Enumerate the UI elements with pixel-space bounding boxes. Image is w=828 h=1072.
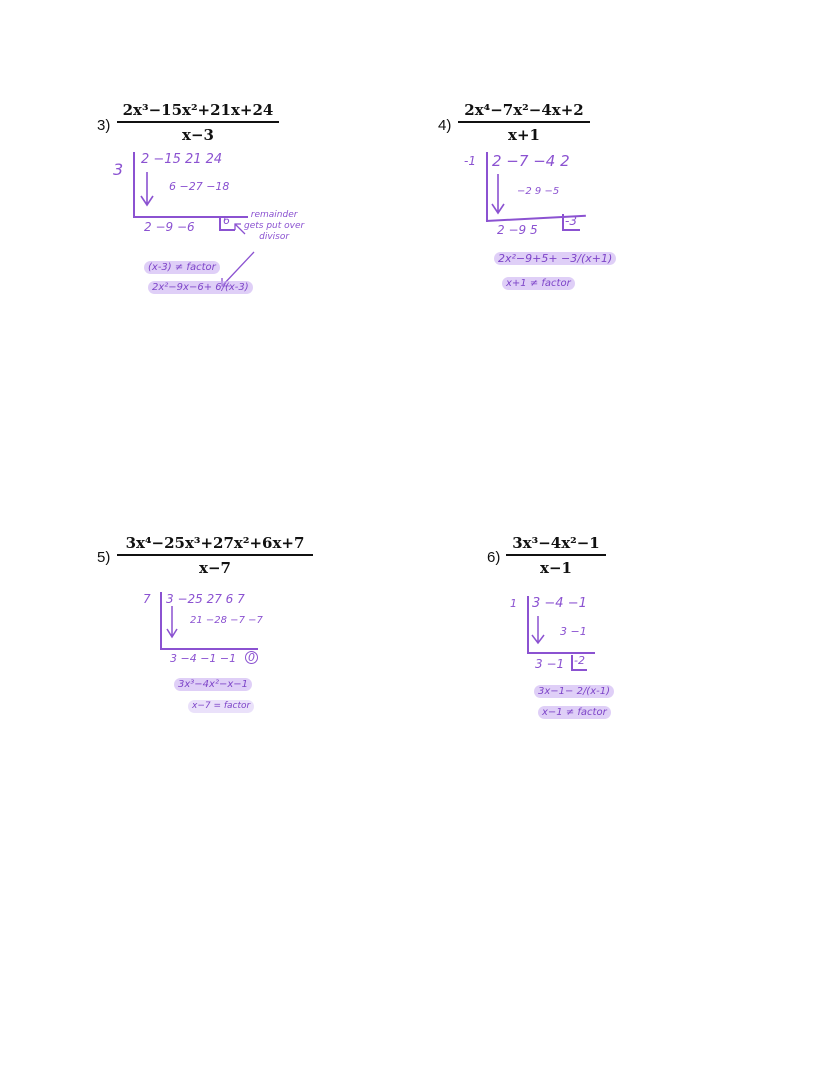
factor-statement: x−1 ≠ factor — [538, 706, 611, 719]
results-row: 2 −9 −6 — [144, 220, 195, 234]
synthetic-divisor: 3 — [113, 160, 124, 179]
problem-number: 3) — [97, 117, 111, 134]
division-bracket-vertical — [160, 592, 162, 650]
quotient-answer: 3x³−4x²−x−1 — [174, 678, 252, 691]
division-bracket-horizontal — [160, 648, 258, 650]
remainder-box-left — [219, 216, 221, 230]
results-row: 3 −1 — [535, 657, 565, 671]
remainder-box-bottom — [562, 229, 580, 231]
products-row: −2 9 −5 — [517, 186, 560, 197]
synthetic-divisor: 1 — [510, 597, 517, 610]
denominator: x−7 — [199, 559, 231, 577]
problem-number: 6) — [487, 549, 501, 566]
coefficients-row: 2 −15 21 24 — [141, 152, 223, 167]
fraction-bar — [117, 554, 313, 556]
rational-expression — [117, 100, 279, 145]
remainder-value: 0 — [245, 651, 258, 664]
remainder-box-bottom — [571, 669, 587, 671]
remainder-value: -2 — [574, 654, 585, 667]
synthetic-divisor: 7 — [143, 592, 151, 606]
division-bracket-vertical — [133, 152, 135, 218]
remainder-value: -3 — [565, 214, 577, 228]
denominator: x−1 — [540, 559, 572, 577]
problem-number: 5) — [97, 549, 111, 566]
quotient-answer: 2x²−9x−6+ 6/(x-3) — [148, 281, 253, 294]
fraction-bar — [458, 121, 590, 123]
remainder-box-left — [571, 655, 573, 670]
products-row: 21 −28 −7 −7 — [190, 615, 263, 626]
remainder-value: 6 — [223, 214, 230, 227]
down-arrow-icon — [140, 172, 154, 208]
division-bracket-horizontal — [133, 216, 248, 218]
down-arrow-icon — [531, 616, 545, 646]
products-row: 6 −27 −18 — [169, 180, 230, 193]
numerator: 2x³−15x²+21x+24 — [122, 101, 274, 119]
down-arrow-icon — [491, 174, 505, 216]
rational-expression — [117, 533, 313, 578]
numerator: 3x⁴−25x³+27x²+6x+7 — [125, 534, 305, 552]
products-row: 3 −1 — [560, 625, 587, 638]
results-row: 3 −4 −1 −1 — [170, 652, 237, 665]
numerator: 3x³−4x²−1 — [512, 534, 600, 552]
coefficients-row: 2 −7 −4 2 — [492, 152, 570, 170]
numerator: 2x⁴−7x²−4x+2 — [464, 101, 584, 119]
synthetic-divisor: -1 — [464, 154, 476, 168]
down-arrow-icon — [166, 606, 178, 640]
remainder-box-left — [562, 214, 564, 230]
denominator: x+1 — [508, 126, 540, 144]
problem-number: 4) — [438, 117, 452, 134]
quotient-answer: 3x−1− 2/(x-1) — [534, 685, 614, 698]
coefficients-row: 3 −25 27 6 7 — [166, 592, 245, 606]
fraction-bar — [117, 121, 279, 123]
factor-statement: x+1 ≠ factor — [502, 277, 575, 290]
quotient-answer: 2x²−9+5+ −3/(x+1) — [494, 252, 616, 265]
factor-statement: x−7 = factor — [188, 700, 254, 713]
remainder-note: remainder gets put over divisor — [244, 210, 305, 242]
division-bracket-vertical — [527, 596, 529, 654]
denominator: x−3 — [182, 126, 214, 144]
results-row: 2 −9 5 — [497, 223, 538, 237]
fraction-bar — [506, 554, 606, 556]
rational-expression — [458, 100, 590, 145]
division-bracket-vertical — [486, 152, 488, 222]
rational-expression — [506, 533, 606, 578]
factor-statement: (x-3) ≠ factor — [144, 261, 220, 274]
coefficients-row: 3 −4 −1 — [532, 596, 587, 611]
